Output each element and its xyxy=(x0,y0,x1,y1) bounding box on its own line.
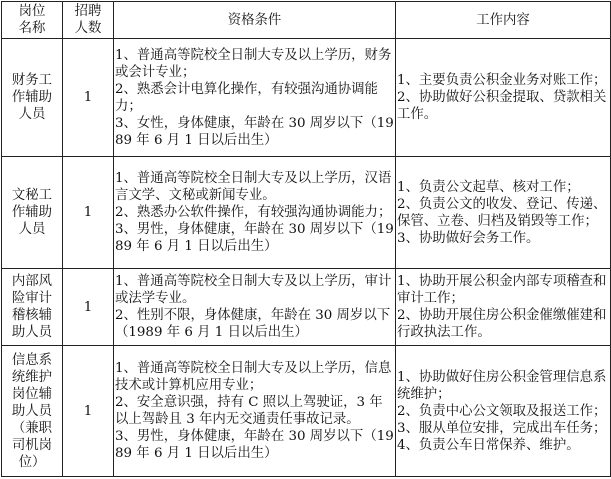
count-cell: 1 xyxy=(63,269,114,346)
position-cell: 财务工 作辅助 人员 xyxy=(2,39,63,157)
position-cell: 信息系 统维护 岗位辅 助人员 （兼职 司机岗 位） xyxy=(2,346,63,477)
duties-cell: 1、负责公文起草、核对工作； 2、负责公文的收发、登记、传递、保管、立卷、归档及销毁等工作； 3、协助做好会务工作。 xyxy=(396,157,611,269)
qualifications-cell: 1、普通高等院校全日制大专及以上学历，信息技术或计算机应用专业； 2、安全意识强，持有 C 照以上驾驶证，3 年以上驾龄且 3 年内无交通责任事故记录。 3、男性，身体健康，年龄在 30 周岁以下（1989 年 6 月 1 日以后出生） xyxy=(114,346,396,477)
count-cell: 1 xyxy=(63,346,114,477)
qualifications-cell: 1、普通高等院校全日制大专及以上学历，财务或会计专业； 2、熟悉会计电算化操作，有较强沟通协调能力； 3、女性，身体健康，年龄在 30 周岁以下（1989 年 6 月 1 日以后出生） xyxy=(114,39,396,157)
table-row xyxy=(2,346,611,477)
duties-cell: 1、协助做好住房公积金管理信息系统维护； 2、负责中心公文领取及报送工作； 3、服从单位安排，完成出车任务； 4、负责公车日常保养、维护。 xyxy=(396,346,611,477)
table-row xyxy=(2,269,611,346)
recruitment-table xyxy=(1,1,611,477)
table-row xyxy=(2,39,611,157)
count-cell: 1 xyxy=(63,157,114,269)
header-duties: 工作内容 xyxy=(396,2,611,39)
header-qualifications: 资格条件 xyxy=(114,2,396,39)
duties-cell: 1、协助开展公积金内部专项稽查和审计工作； 2、协助开展住房公积金催缴催建和行政执法工作。 xyxy=(396,269,611,346)
header-position: 岗位 名称 xyxy=(2,2,63,39)
count-cell: 1 xyxy=(63,39,114,157)
qualifications-cell: 1、普通高等院校全日制大专及以上学历，审计或法学专业。 2、性别不限，身体健康，年龄在 30 周岁以下（1989 年 6 月 1 日以后出生） xyxy=(114,269,396,346)
duties-cell: 1、主要负责公积金业务对账工作； 2、协助做好公积金提取、贷款相关工作。 xyxy=(396,39,611,157)
header-count: 招聘 人数 xyxy=(63,2,114,39)
position-cell: 内部风 险审计 稽核辅 助人员 xyxy=(2,269,63,346)
qualifications-cell: 1、普通高等院校全日制大专及以上学历，汉语言文学、文秘或新闻专业。 2、熟悉办公软件操作，有较强沟通协调能力； 3、男性，身体健康，年龄在 30 周岁以下（1989 年 6 月 1 日以后出生） xyxy=(114,157,396,269)
position-cell: 文秘工 作辅助 人员 xyxy=(2,157,63,269)
table-row xyxy=(2,157,611,269)
header-row xyxy=(2,2,611,39)
